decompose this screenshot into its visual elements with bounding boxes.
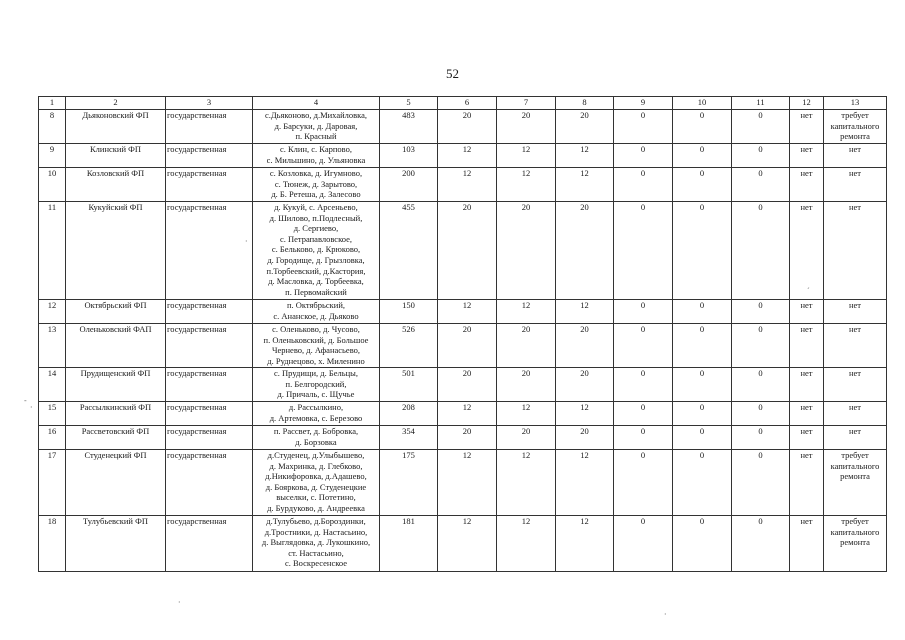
value-col12: нет xyxy=(790,110,824,144)
header-row xyxy=(39,97,887,110)
value-col11: 0 xyxy=(732,168,790,202)
table-row xyxy=(39,202,887,300)
value-col12: нет xyxy=(790,426,824,450)
facility-name: Козловский ФП xyxy=(66,168,166,202)
facility-name: Прудищенский ФП xyxy=(66,368,166,402)
value-col11: 0 xyxy=(732,450,790,516)
served-settlements: д. Рассылкино, д. Артемовка, с. Березово xyxy=(253,402,380,426)
value-col8: 12 xyxy=(556,168,614,202)
column-header: 9 xyxy=(614,97,673,110)
value-col11: 0 xyxy=(732,300,790,324)
value-col5: 208 xyxy=(380,402,438,426)
value-col9: 0 xyxy=(614,144,673,168)
ownership-form: государственная xyxy=(166,144,253,168)
value-col9: 0 xyxy=(614,324,673,368)
value-col9: 0 xyxy=(614,202,673,300)
served-settlements: с.Дьяконово, д.Михайловка, д. Барсуки, д. Даровая, п. Красный xyxy=(253,110,380,144)
value-col6: 12 xyxy=(438,168,497,202)
value-col12: нет xyxy=(790,300,824,324)
value-col7: 12 xyxy=(497,144,556,168)
column-header: 6 xyxy=(438,97,497,110)
facility-name: Оленьковский ФАП xyxy=(66,324,166,368)
value-col6: 12 xyxy=(438,402,497,426)
value-col9: 0 xyxy=(614,300,673,324)
value-col12: нет xyxy=(790,324,824,368)
value-col8: 20 xyxy=(556,202,614,300)
served-settlements: д. Кукуй, с. Арсеньево, д. Шилово, п.Подлесный, д. Сергиево, с. Петрапавловское, с. Бельково, д. Крюково, д. Городище, д. Грызловка, п.Торбеевский, д.Кастория, д. Масловка, д. Торбеевка, п. Первомайский xyxy=(253,202,380,300)
value-col11: 0 xyxy=(732,516,790,572)
table-body xyxy=(39,110,887,572)
column-header: 1 xyxy=(39,97,66,110)
value-col10: 0 xyxy=(673,144,732,168)
table-row xyxy=(39,144,887,168)
row-number: 14 xyxy=(39,368,66,402)
value-col8: 20 xyxy=(556,368,614,402)
value-col12: нет xyxy=(790,144,824,168)
repair-status: требует капитального ремонта xyxy=(824,110,887,144)
value-col12: нет xyxy=(790,450,824,516)
served-settlements: д.Тулубьево, д.Бороздинки, д.Тростники, д. Настасьино, д. Выглядовка, д. Лукошкино, ст. Настасьино, с. Воскресенское xyxy=(253,516,380,572)
value-col7: 20 xyxy=(497,426,556,450)
value-col5: 526 xyxy=(380,324,438,368)
value-col5: 150 xyxy=(380,300,438,324)
value-col10: 0 xyxy=(673,368,732,402)
ownership-form: государственная xyxy=(166,368,253,402)
table-row xyxy=(39,300,887,324)
value-col7: 12 xyxy=(497,516,556,572)
value-col10: 0 xyxy=(673,110,732,144)
value-col10: 0 xyxy=(673,516,732,572)
value-col5: 354 xyxy=(380,426,438,450)
value-col11: 0 xyxy=(732,110,790,144)
value-col7: 20 xyxy=(497,368,556,402)
repair-status: нет xyxy=(824,202,887,300)
column-header: 8 xyxy=(556,97,614,110)
value-col5: 455 xyxy=(380,202,438,300)
row-number: 15 xyxy=(39,402,66,426)
value-col10: 0 xyxy=(673,450,732,516)
scan-mark: · xyxy=(245,237,248,246)
value-col5: 200 xyxy=(380,168,438,202)
value-col6: 12 xyxy=(438,300,497,324)
facility-name: Студенецкий ФП xyxy=(66,450,166,516)
value-col6: 12 xyxy=(438,516,497,572)
value-col5: 103 xyxy=(380,144,438,168)
value-col5: 175 xyxy=(380,450,438,516)
value-col7: 20 xyxy=(497,202,556,300)
value-col7: 12 xyxy=(497,450,556,516)
value-col12: нет xyxy=(790,402,824,426)
repair-status: требует капитального ремонта xyxy=(824,450,887,516)
value-col11: 0 xyxy=(732,368,790,402)
ownership-form: государственная xyxy=(166,450,253,516)
row-number: 17 xyxy=(39,450,66,516)
value-col6: 20 xyxy=(438,368,497,402)
value-col7: 20 xyxy=(497,324,556,368)
ownership-form: государственная xyxy=(166,426,253,450)
value-col7: 12 xyxy=(497,300,556,324)
facility-name: Рассылкинский ФП xyxy=(66,402,166,426)
value-col12: нет xyxy=(790,168,824,202)
repair-status: нет xyxy=(824,426,887,450)
value-col11: 0 xyxy=(732,144,790,168)
value-col9: 0 xyxy=(614,110,673,144)
value-col7: 12 xyxy=(497,402,556,426)
value-col8: 12 xyxy=(556,402,614,426)
served-settlements: д.Студенец, д.Улыбышево, д. Махринка, д. Глебково, д.Никифоровка, д.Адашево, д. Бояркова, д. Студенецкие выселки, с. Потетино, д. Бурдуково, д. Андреевка xyxy=(253,450,380,516)
value-col8: 20 xyxy=(556,324,614,368)
row-number: 10 xyxy=(39,168,66,202)
value-col11: 0 xyxy=(732,402,790,426)
value-col11: 0 xyxy=(732,202,790,300)
repair-status: нет xyxy=(824,168,887,202)
column-header: 5 xyxy=(380,97,438,110)
served-settlements: п. Рассвет, д. Бобровка, д. Борзовка xyxy=(253,426,380,450)
value-col12: нет xyxy=(790,368,824,402)
served-settlements: п. Октябрьский, с. Ананское, д. Дьяково xyxy=(253,300,380,324)
facility-name: Тулубьевский ФП xyxy=(66,516,166,572)
table-row xyxy=(39,168,887,202)
facility-name: Дьяконовский ФП xyxy=(66,110,166,144)
scan-mark: ‐ xyxy=(24,396,27,405)
value-col6: 20 xyxy=(438,426,497,450)
column-header: 2 xyxy=(66,97,166,110)
value-col6: 20 xyxy=(438,324,497,368)
scan-mark: · xyxy=(664,610,667,619)
column-header: 7 xyxy=(497,97,556,110)
row-number: 12 xyxy=(39,300,66,324)
served-settlements: с. Козловка, д. Игумново, с. Тюнеж, д. Зарытово, д. Б. Ретеша, д. Залесово xyxy=(253,168,380,202)
facility-name: Клинский ФП xyxy=(66,144,166,168)
page-number: 52 xyxy=(446,66,459,81)
repair-status: нет xyxy=(824,300,887,324)
value-col10: 0 xyxy=(673,202,732,300)
value-col11: 0 xyxy=(732,324,790,368)
table-row xyxy=(39,516,887,572)
ownership-form: государственная xyxy=(166,110,253,144)
value-col8: 12 xyxy=(556,144,614,168)
value-col6: 20 xyxy=(438,202,497,300)
column-header: 10 xyxy=(673,97,732,110)
repair-status: нет xyxy=(824,144,887,168)
ownership-form: государственная xyxy=(166,324,253,368)
repair-status: нет xyxy=(824,324,887,368)
ownership-form: государственная xyxy=(166,300,253,324)
value-col9: 0 xyxy=(614,168,673,202)
value-col6: 12 xyxy=(438,144,497,168)
column-header: 13 xyxy=(824,97,887,110)
value-col7: 20 xyxy=(497,110,556,144)
table-row xyxy=(39,402,887,426)
value-col7: 12 xyxy=(497,168,556,202)
value-col8: 20 xyxy=(556,110,614,144)
table-row xyxy=(39,110,887,144)
value-col6: 12 xyxy=(438,450,497,516)
facilities-table xyxy=(38,96,887,572)
value-col9: 0 xyxy=(614,516,673,572)
ownership-form: государственная xyxy=(166,402,253,426)
value-col10: 0 xyxy=(673,426,732,450)
value-col8: 12 xyxy=(556,450,614,516)
column-header: 12 xyxy=(790,97,824,110)
facility-name: Рассветовский ФП xyxy=(66,426,166,450)
value-col12: нет xyxy=(790,516,824,572)
column-header: 4 xyxy=(253,97,380,110)
value-col8: 20 xyxy=(556,426,614,450)
value-col9: 0 xyxy=(614,426,673,450)
value-col5: 501 xyxy=(380,368,438,402)
table-row xyxy=(39,450,887,516)
value-col8: 12 xyxy=(556,516,614,572)
served-settlements: с. Клин, с. Карпово, с. Мильшино, д. Ульяновка xyxy=(253,144,380,168)
value-col12: нет xyxy=(790,202,824,300)
value-col9: 0 xyxy=(614,368,673,402)
facility-name: Октябрьский ФП xyxy=(66,300,166,324)
row-number: 8 xyxy=(39,110,66,144)
row-number: 16 xyxy=(39,426,66,450)
facility-name: Кукуйский ФП xyxy=(66,202,166,300)
table-row xyxy=(39,324,887,368)
value-col9: 0 xyxy=(614,402,673,426)
scan-mark: · xyxy=(178,598,181,607)
value-col5: 483 xyxy=(380,110,438,144)
column-header: 3 xyxy=(166,97,253,110)
value-col11: 0 xyxy=(732,426,790,450)
repair-status: нет xyxy=(824,402,887,426)
row-number: 13 xyxy=(39,324,66,368)
value-col10: 0 xyxy=(673,300,732,324)
row-number: 9 xyxy=(39,144,66,168)
row-number: 18 xyxy=(39,516,66,572)
value-col6: 20 xyxy=(438,110,497,144)
scan-mark: · xyxy=(30,403,33,412)
ownership-form: государственная xyxy=(166,168,253,202)
value-col8: 12 xyxy=(556,300,614,324)
ownership-form: государственная xyxy=(166,516,253,572)
served-settlements: с. Прудищи, д. Бельцы, п. Белгородский, д. Причаль, с. Щучье xyxy=(253,368,380,402)
value-col10: 0 xyxy=(673,324,732,368)
repair-status: нет xyxy=(824,368,887,402)
served-settlements: с. Оленьково, д. Чусово, п. Оленьковский, д. Большое Чернево, д. Афанасьево, д. Руднецово, х. Миленино xyxy=(253,324,380,368)
value-col10: 0 xyxy=(673,168,732,202)
value-col10: 0 xyxy=(673,402,732,426)
scan-mark: ˊ xyxy=(806,287,810,296)
ownership-form: государственная xyxy=(166,202,253,300)
repair-status: требует капитального ремонта xyxy=(824,516,887,572)
row-number: 11 xyxy=(39,202,66,300)
table-row xyxy=(39,368,887,402)
value-col9: 0 xyxy=(614,450,673,516)
column-header: 11 xyxy=(732,97,790,110)
table-row xyxy=(39,426,887,450)
value-col5: 181 xyxy=(380,516,438,572)
